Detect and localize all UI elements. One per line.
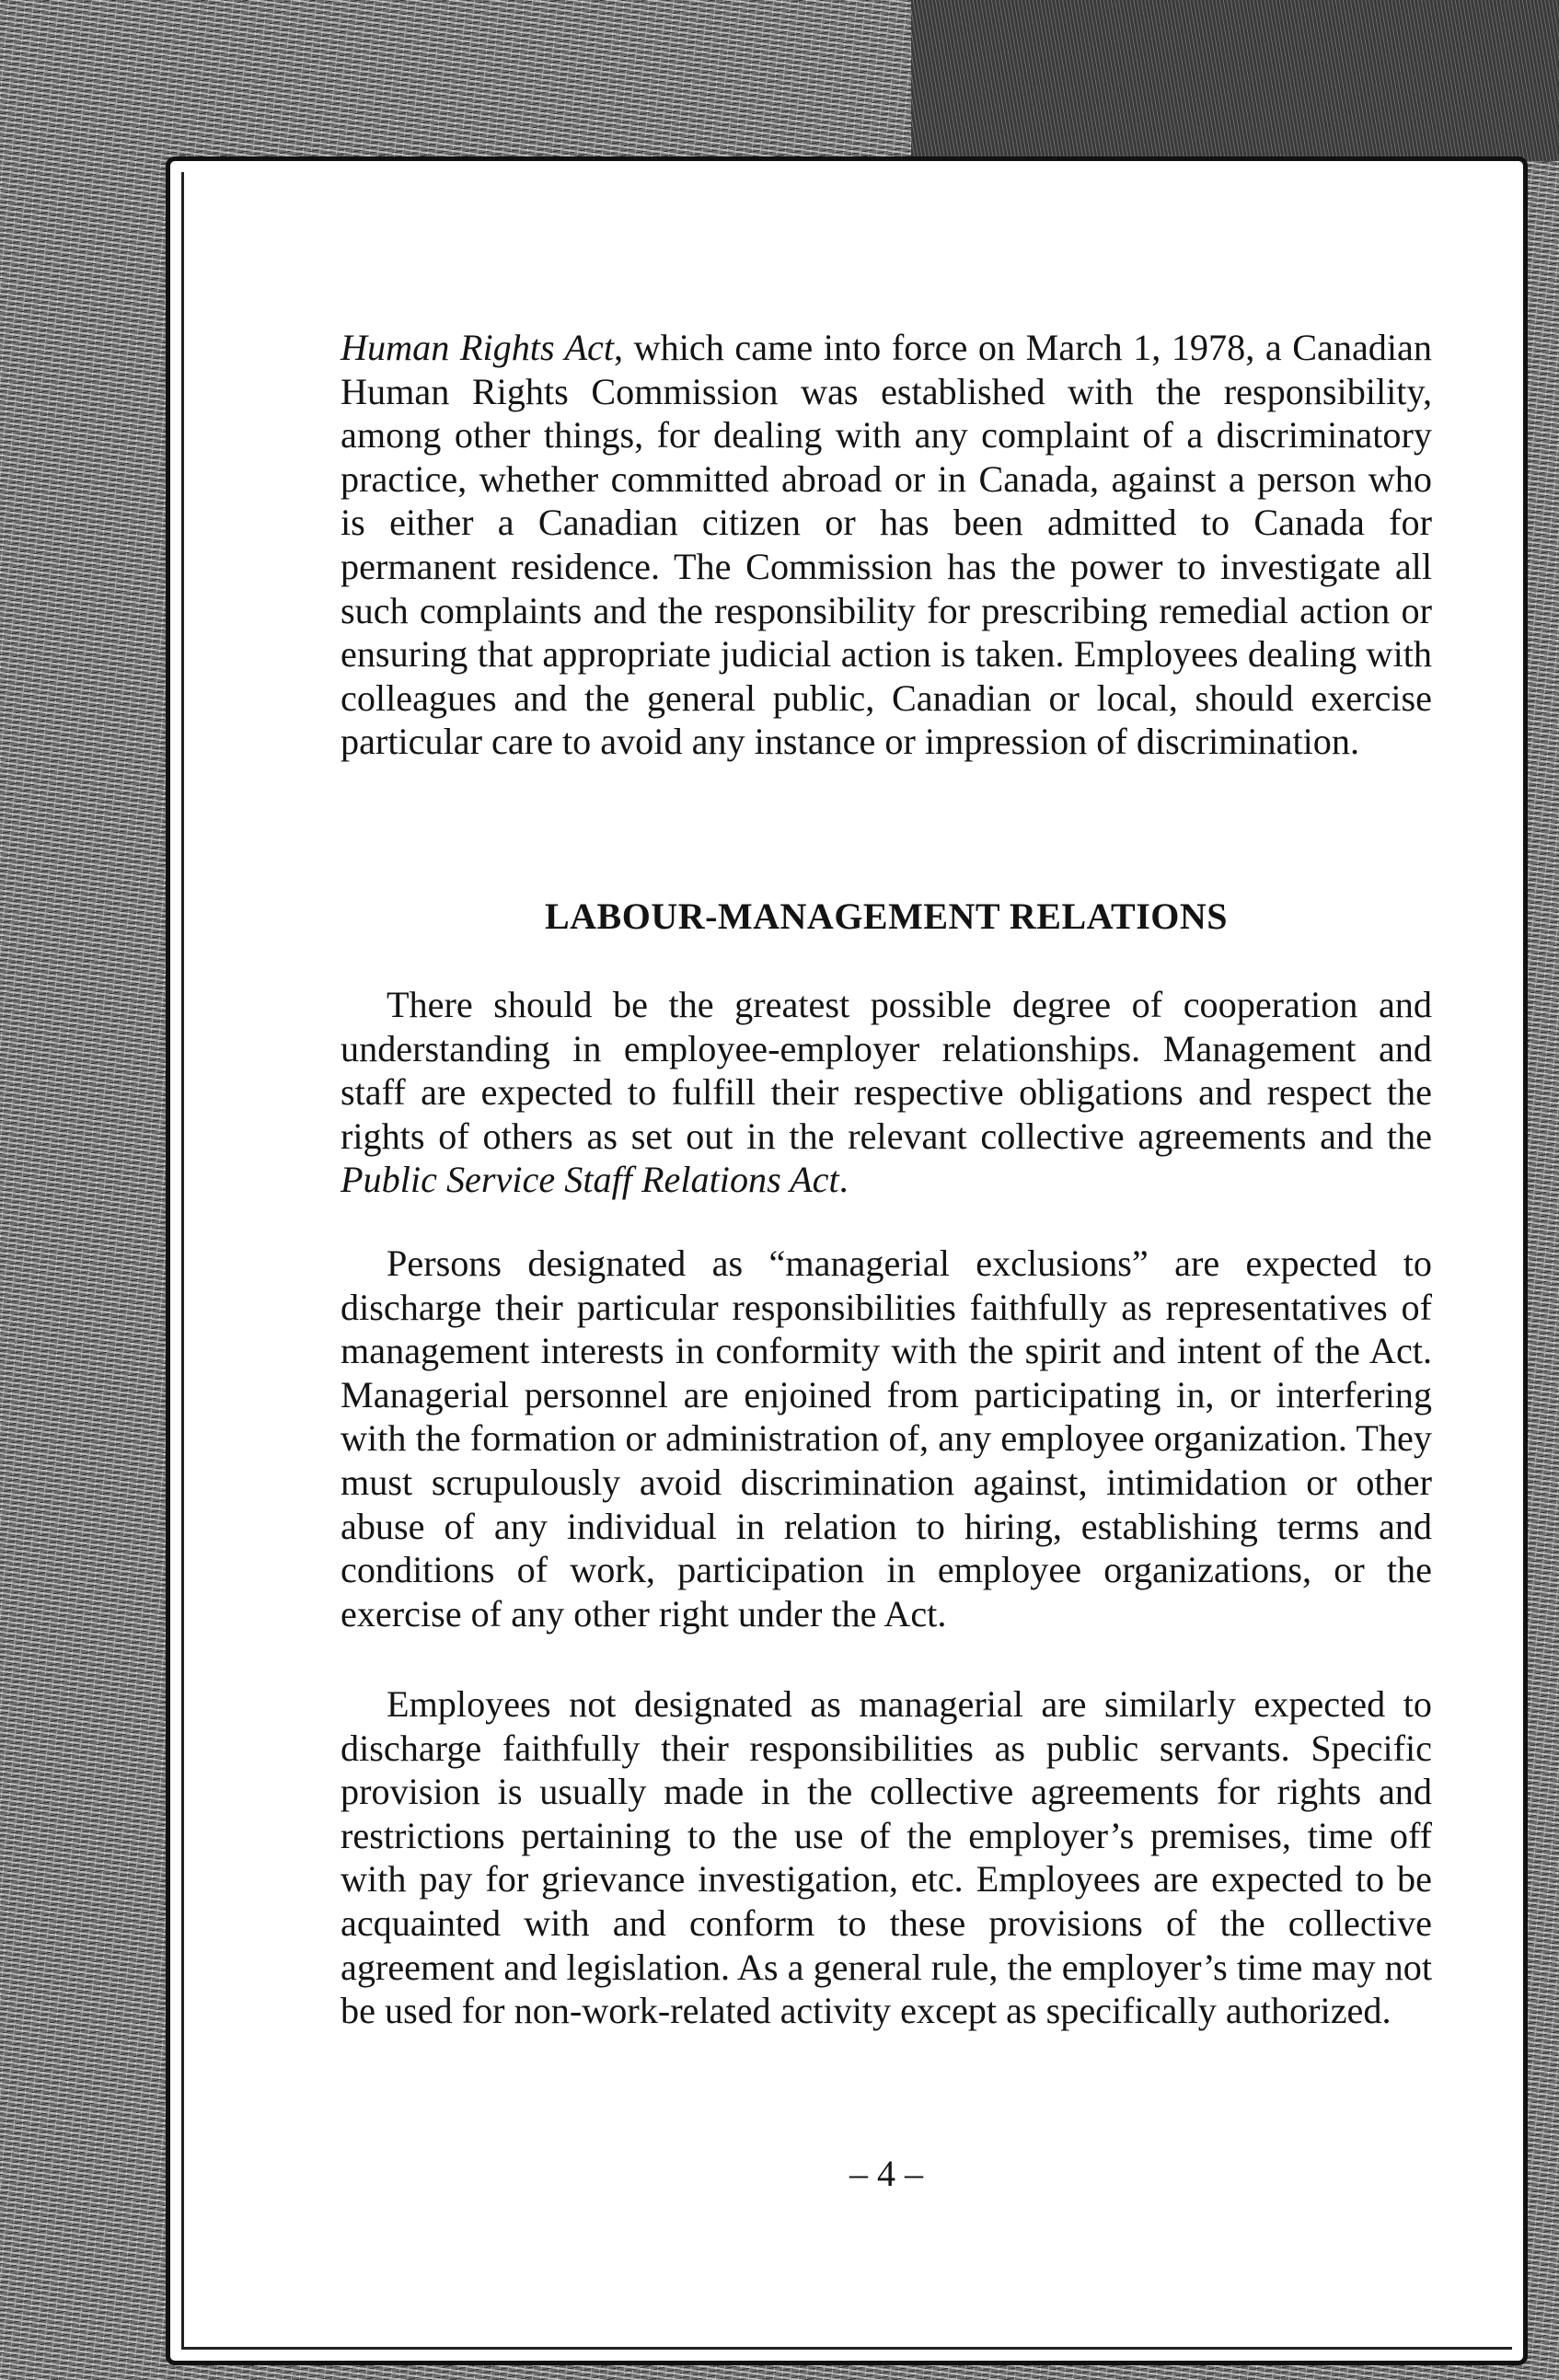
page-number: – 4 – <box>849 2153 923 2194</box>
paragraph-human-rights-text: , which came into force on March 1, 1978, a Canadian Human Rights Commission was established with the responsibility, among other things, for dealing with any complaint of a discriminatory practice, whether committed abroad or in Canada, against a person who is either a Canadian citizen or has been admitted to Canada for permanent residence. The Commission has the power to investigate all such complaints and the responsibility for prescribing remedial action or ensuring that appropriate judicial action is taken. Employees dealing with colleagues and the general public, Canadian or local, should exercise particular care to avoid any instance or impression of discrimination. <box>341 327 1432 763</box>
section-heading: LABOUR-MANAGEMENT RELATIONS <box>544 895 1229 937</box>
paragraph-cooperation-text: There should be the greatest possible degree of cooperation and understanding in employee-employer relationships. Management and staff are expected to fulfill their respective obligations and respect the rights of others as set out in the relevant collective agreements and the <box>341 984 1432 1157</box>
paragraph-cooperation <box>341 983 1432 1202</box>
human-rights-act-title: Human Rights Act <box>341 327 614 368</box>
page-border-rule-bottom <box>181 2347 1512 2350</box>
paragraph-managerial-exclusions <box>341 1242 1432 1635</box>
page-border-rule <box>181 172 184 2350</box>
paragraph-non-managerial <box>341 1682 1432 2033</box>
paragraph-managerial-exclusions-text: Persons designated as “managerial exclusions” are expected to discharge their particular responsibilities faithfully as representatives of management interests in conformity with the spirit and intent of the Act. Managerial personnel are enjoined from participating in, or interfering with the formation or administration of, any employee organization. They must scrupulously avoid discrimination against, intimidation or other abuse of any individual in relation to hiring, establishing terms and conditions of work, participation in employee organizations, or the exercise of any other right under the Act. <box>341 1242 1432 1635</box>
scan-background-shadow <box>911 0 1559 161</box>
paragraph-human-rights <box>341 326 1432 764</box>
pssra-title: Public Service Staff Relations Act <box>341 1159 839 1201</box>
paragraph-cooperation-end: . <box>838 1159 849 1201</box>
paragraph-non-managerial-text: Employees not designated as managerial are similarly expected to discharge faithfully their responsibilities as public servants. Specific provision is usually made in the collective agreements for rights and restrictions pertaining to the use of the employer’s premises, time off with pay for grievance investigation, etc. Employees are expected to be acquainted with and conform to these provisions of the collective agreement and legislation. As a general rule, the employer’s time may not be used for non-work-related activity except as specifically authorized. <box>341 1683 1432 2032</box>
